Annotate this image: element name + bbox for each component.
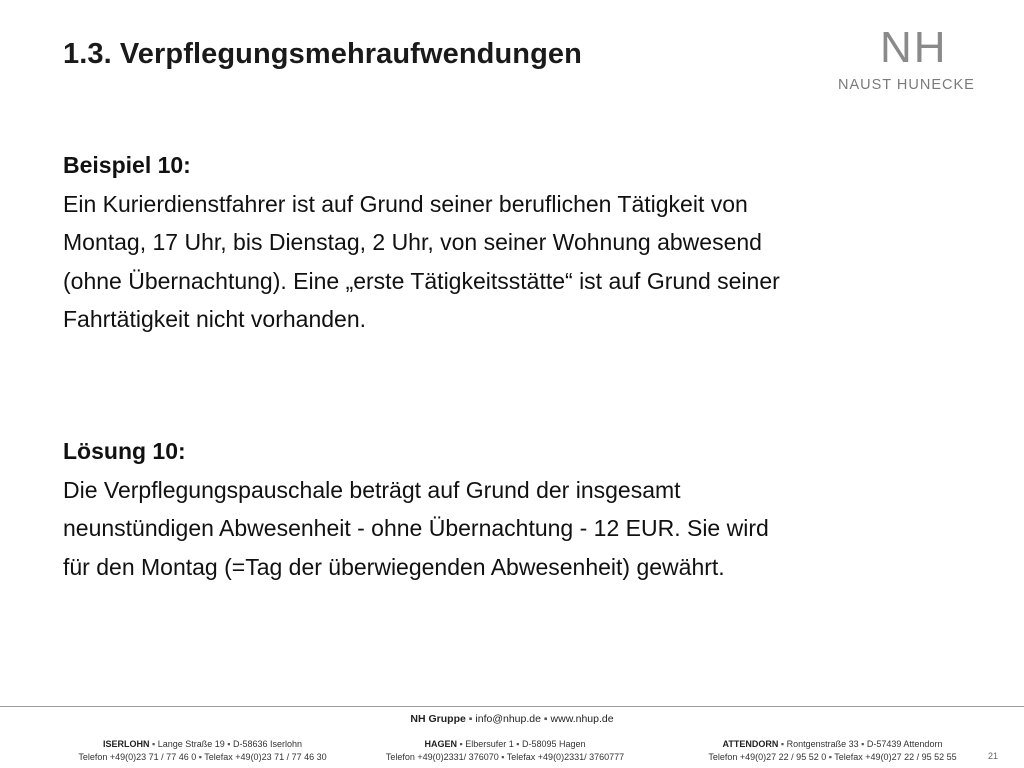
office-street: Lange Straße 19 (157, 739, 225, 749)
office-zip-city: D-58095 Hagen (521, 739, 586, 749)
solution-heading: Lösung 10: (63, 438, 186, 464)
solution-block (63, 432, 973, 586)
office-iserlohn: ISERLOHN ▪ Lange Straße 19 ▪ D-58636 Iserlohn Telefon +49(0)23 71 / 77 46 0 ▪ Telefax +49(0)23 71 / 77 46 30 (78, 739, 327, 762)
logo-text: NAUST HUNECKE (838, 77, 975, 93)
example-line: Ein Kurierdienstfahrer ist auf Grund seiner beruflichen Tätigkeit von (63, 190, 748, 217)
slide-title: 1.3. Verpflegungsmehraufwendungen (63, 38, 582, 70)
office-phone: Telefon +49(0)2331/ 376070 (385, 751, 499, 762)
logo-mark: NH (880, 23, 948, 72)
example-heading: Beispiel 10: (63, 152, 191, 178)
office-city: HAGEN (424, 739, 457, 749)
example-line: (ohne Übernachtung). Eine „erste Tätigkeitsstätte“ ist auf Grund seiner (63, 267, 780, 294)
footer-brand: NH Gruppe (410, 713, 466, 725)
footer-email[interactable]: info@nhup.de (475, 713, 541, 725)
solution-line: neunstündigen Abwesenheit - ohne Übernachtung - 12 EUR. Sie wird (63, 515, 769, 541)
office-zip-city: D-58636 Iserlohn (233, 739, 303, 749)
office-fax: Telefax +49(0)23 71 / 77 46 30 (204, 751, 327, 762)
office-attendorn: ATTENDORN ▪ Rontgenstraße 33 ▪ D-57439 Attendorn Telefon +49(0)27 22 / 95 52 0 ▪ Telefax +49(0)27 22 / 95 52 55 (708, 739, 957, 762)
solution-line: für den Montag (=Tag der überwiegenden Abwesenheit) gewährt. (63, 553, 725, 580)
footer-separator: ▪ (543, 713, 548, 725)
solution-line: Die Verpflegungspauschale beträgt auf Grund der insgesamt (63, 476, 681, 503)
office-city: ATTENDORN (722, 739, 779, 749)
office-phone: Telefon +49(0)27 22 / 95 52 0 (708, 751, 827, 762)
page-number: 21 (988, 751, 999, 761)
office-hagen: HAGEN ▪ Elbersufer 1 ▪ D-58095 Hagen Telefon +49(0)2331/ 376070 ▪ Telefax +49(0)2331/ 3760777 (385, 739, 625, 762)
office-street: Rontgenstraße 33 (786, 739, 859, 749)
office-fax: Telefax +49(0)27 22 / 95 52 55 (834, 751, 957, 762)
example-line: Montag, 17 Uhr, bis Dienstag, 2 Uhr, von seiner Wohnung abwesend (63, 229, 762, 255)
example-line: Fahrtätigkeit nicht vorhanden. (63, 306, 367, 332)
footer-contact (0, 713, 1024, 725)
footer-website[interactable]: www.nhup.de (550, 713, 614, 725)
office-street: Elbersufer 1 (465, 739, 514, 749)
footer-divider (0, 706, 1024, 707)
company-logo (832, 23, 1002, 96)
office-phone: Telefon +49(0)23 71 / 77 46 0 (78, 751, 197, 762)
office-zip-city: D-57439 Attendorn (866, 739, 943, 749)
office-fax: Telefax +49(0)2331/ 3760777 (506, 751, 625, 762)
office-city: ISERLOHN (102, 739, 150, 749)
footer-separator: ▪ (468, 713, 473, 725)
example-block (63, 146, 973, 339)
